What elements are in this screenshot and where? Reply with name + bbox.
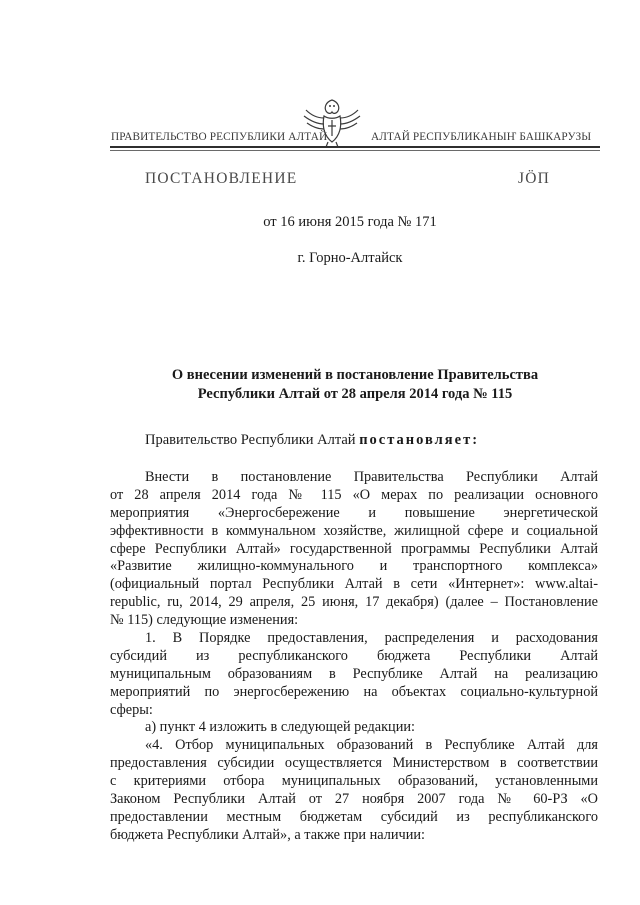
decree-verb: постановляет:: [359, 432, 480, 448]
body-text-line: с критериями отбора муниципальных образований, установленными: [110, 773, 598, 790]
body-text-line: № 115) следующие изменения:: [110, 612, 299, 629]
body-text-line: муниципальным образованиям в Республике Алтай на реализацию: [110, 665, 598, 682]
body-text-line: (официальный портал Республики Алтай в сети «Интернет»: www.altai-: [110, 576, 598, 593]
body-text-line: мероприятий по энергосбережению на объектах социально-культурной: [110, 683, 598, 700]
body-text-line: Внести в постановление Правительства Республики Алтай: [145, 469, 598, 485]
body-text-line: сфере Республики Алтай» государственной программы Республики Алтай: [110, 540, 598, 557]
org-name-altai: АЛТАЙ РЕСПУБЛИКАНЫҤ БАШКАРУЗЫ: [371, 131, 592, 143]
doc-type-russian: ПОСТАНОВЛЕНИЕ: [145, 170, 298, 187]
body-text-line: Законом Республики Алтай от 27 ноября 2007 года № 60-РЗ «О: [110, 791, 598, 808]
decree-statement: [145, 432, 479, 449]
org-name-russian: ПРАВИТЕЛЬСТВО РЕСПУБЛИКИ АЛТАЙ: [111, 131, 328, 143]
body-text-line: «Развитие жилищно-коммунального и транспортного комплекса»: [110, 558, 598, 575]
decree-prefix: Правительство Республики Алтай: [145, 432, 360, 448]
body-text-line: субсидий из республиканского бюджета Республики Алтай: [110, 647, 598, 664]
doc-type-altai: JÖП: [518, 170, 551, 187]
document-title-line: Республики Алтай от 28 апреля 2014 года № 115: [197, 386, 513, 402]
body-text-line: бюджета Республики Алтай», а также при наличии:: [110, 826, 425, 843]
document-title-line: О внесении изменений в постановление Правительства: [171, 367, 539, 383]
body-text-line: эффективности в коммунальном хозяйстве, жилищной сфере и социальной: [110, 522, 598, 539]
document-body: [110, 469, 598, 845]
document-title: [110, 366, 600, 404]
body-text-line: предоставления субсидии осуществляется Министерством в соответствии: [110, 755, 598, 772]
body-text-line: 1. В Порядке предоставления, распределения и расходования: [145, 630, 598, 647]
body-text-line: от 28 апреля 2014 года № 115 «О мерах по реализации основного: [110, 486, 598, 503]
body-text-line: мероприятия «Энергосбережение и повышение энергетической: [110, 504, 598, 521]
header-rule-thick: [110, 146, 600, 148]
body-text-line: сферы:: [110, 701, 153, 718]
document-city: г. Горно-Алтайск: [297, 250, 403, 266]
body-text-line: «4. Отбор муниципальных образований в Республике Алтай для: [145, 737, 598, 754]
document-date: от 16 июня 2015 года № 171: [263, 214, 437, 230]
body-text-line: предоставлении местным бюджетам субсидий из республиканского: [110, 808, 598, 825]
header-rule-thin: [110, 150, 600, 151]
body-text-line: republic, ru, 2014, 29 апреля, 25 июня, 17 декабря) (далее – Постановление: [110, 594, 598, 611]
body-text-line: а) пункт 4 изложить в следующей редакции:: [145, 719, 415, 736]
